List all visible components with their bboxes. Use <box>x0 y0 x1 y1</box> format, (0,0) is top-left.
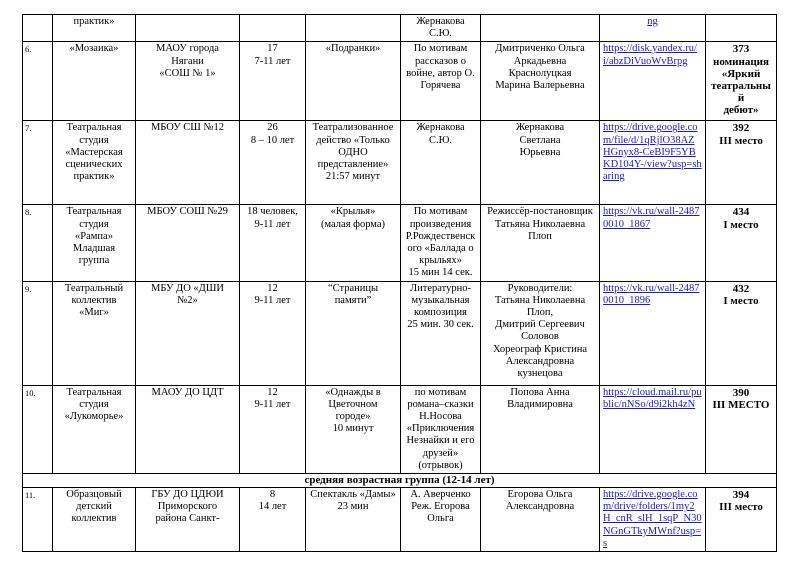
cell-org: МБОУ СШ №12 <box>136 121 240 205</box>
cell-result <box>706 15 777 42</box>
cell-director: Руководители: Татьяна Николаевна Плоп, Дмитрий Сергеевич Соловов Хореограф Кристина Александровна кузнецова <box>481 281 600 385</box>
table-row <box>23 121 777 205</box>
cell-name: Театральная студия «Лукоморье» <box>53 385 136 473</box>
cell-age: 17 7-11 лет <box>240 42 306 121</box>
cell-org: МАОУ ДО ЦДТ <box>136 385 240 473</box>
cell-org: ГБУ ДО ЦДЮИ Приморского района Санкт- <box>136 488 240 552</box>
cell-title: «Подранки» <box>306 42 401 121</box>
cell-age <box>240 15 306 42</box>
cell-title: “Страницы памяти” <box>306 281 401 385</box>
cell-result: 373 номинация «Яркий театральный дебют» <box>706 42 777 121</box>
cell-age: 12 9-11 лет <box>240 385 306 473</box>
cell-org: МБУ ДО «ДШИ №2» <box>136 281 240 385</box>
video-link[interactable]: https://drive.google.com/file/d/1qRjlO38AZHGnyx8-CeBI9F5YBKD104Y-/view?usp=sharing <box>600 121 706 205</box>
cell-name: практик» <box>53 15 136 42</box>
cell-name: Театральная студия «Мастерская сценических практик» <box>53 121 136 205</box>
cell-num <box>23 15 53 42</box>
cell-num: 7. <box>23 121 53 205</box>
cell-director <box>481 15 600 42</box>
cell-name: Театральная студия «Рампа» Младшая группа <box>53 205 136 281</box>
table-row <box>23 488 777 552</box>
cell-num: 9. <box>23 281 53 385</box>
cell-num: 8. <box>23 205 53 281</box>
cell-director: Жернакова Светлана Юрьевна <box>481 121 600 205</box>
cell-author: Литературно- музыкальная композиция 25 мин. 30 сек. <box>401 281 481 385</box>
cell-result: 432 I место <box>706 281 777 385</box>
cell-age: 8 14 лет <box>240 488 306 552</box>
video-link[interactable]: https://cloud.mail.ru/public/nNSo/d9i2kh4zN <box>600 385 706 473</box>
cell-author: По мотивам рассказов о войне, автор О. Горячева <box>401 42 481 121</box>
cell-author: Жернакова С.Ю. <box>401 15 481 42</box>
table-row <box>23 281 777 385</box>
cell-author: Жернакова С.Ю. <box>401 121 481 205</box>
cell-name: Театральный коллектив «Миг» <box>53 281 136 385</box>
results-table-page <box>22 14 776 552</box>
cell-author: А. Аверченко Реж. Егорова Ольга <box>401 488 481 552</box>
cell-result: 394 III место <box>706 488 777 552</box>
cell-name: «Мозаика» <box>53 42 136 121</box>
cell-num: 11. <box>23 488 53 552</box>
table-row <box>23 205 777 281</box>
cell-age: 12 9-11 лет <box>240 281 306 385</box>
cell-title: «Однажды в Цветочном городе» 10 минут <box>306 385 401 473</box>
table-row <box>23 15 777 42</box>
cell-age: 26 8 – 10 лет <box>240 121 306 205</box>
results-table <box>22 14 777 552</box>
table-row <box>23 42 777 121</box>
cell-name: Образцовый детский коллектив <box>53 488 136 552</box>
cell-result: 434 I место <box>706 205 777 281</box>
cell-org <box>136 15 240 42</box>
cell-title: Театрализованное действо «Только ОДНО представление» 21:57 минут <box>306 121 401 205</box>
cell-title: «Крылья» (малая форма) <box>306 205 401 281</box>
table-row <box>23 385 777 473</box>
cell-result: 390 III МЕСТО <box>706 385 777 473</box>
cell-director: Дмитриченко Ольга Аркадьевна Краснолуцкая Марина Валерьевна <box>481 42 600 121</box>
cell-author: по мотивам романа–сказки Н.Носова «Приключения Незнайки и его друзей» (отрывок) <box>401 385 481 473</box>
section-row <box>23 474 777 488</box>
cell-num: 10. <box>23 385 53 473</box>
cell-title <box>306 15 401 42</box>
cell-age: 18 человек, 9-11 лет <box>240 205 306 281</box>
cell-org: МБОУ СОШ №29 <box>136 205 240 281</box>
cell-director: Попова Анна Владимировна <box>481 385 600 473</box>
cell-director: Егорова Ольга Александровна <box>481 488 600 552</box>
cell-result: 392 III место <box>706 121 777 205</box>
section-title: средняя возрастная группа (12-14 лет) <box>23 474 777 488</box>
video-link[interactable]: https://vk.ru/wall-24870010_1896 <box>600 281 706 385</box>
video-link[interactable]: https://vk.ru/wall-24870010_1867 <box>600 205 706 281</box>
cell-title: Спектакль «Дамы» 23 мин <box>306 488 401 552</box>
video-link[interactable]: https://drive.google.com/drive/folders/1my2H_cnR_slH_1sqP_N30NGnGTkyMWnf?usp=s <box>600 488 706 552</box>
cell-author: По мотивам произведения Р.Рождественск ого «Баллада о крыльях» 15 мин 14 сек. <box>401 205 481 281</box>
cell-org: МАОУ города Нягани «СОШ № 1» <box>136 42 240 121</box>
video-link[interactable]: https://disk.yandex.ru/i/abzDiVuoWvBrpg <box>600 42 706 121</box>
video-link[interactable]: ng <box>600 15 706 42</box>
cell-num: 6. <box>23 42 53 121</box>
cell-director: Режиссёр-постановщик Татьяна Николаевна Плоп <box>481 205 600 281</box>
